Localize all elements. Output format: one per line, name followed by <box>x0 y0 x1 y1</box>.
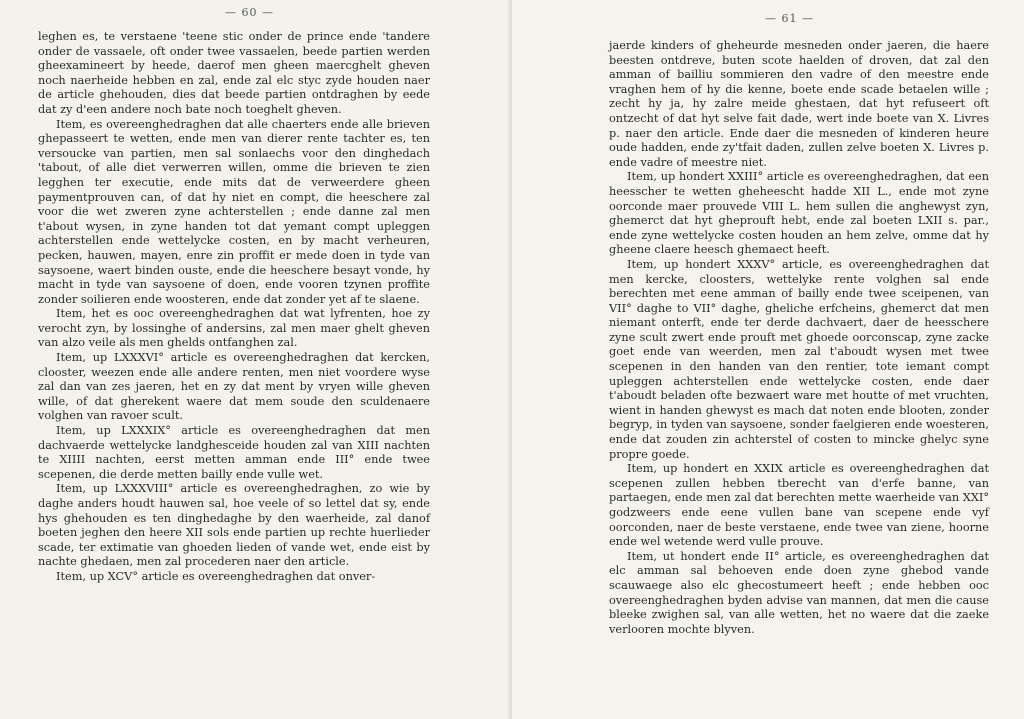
paragraph: Item, up hondert XXIII° article es overeenghedraghen, dat een heesscher te wetten gheheescht hadde XII L., ende mot zyne oorconde maer prouvede VIII L. hem sullen die anghewyst zyn, ghemerct dat hyt gheprouft hebt, ende zal boeten LXII s. par., ende zyne wettelycke costen houden an hem zelve, omme dat hy gheene claere heesch ghemaect heeft. <box>609 170 989 257</box>
paragraph: Item, up LXXXVIII° article es overeenghedraghen, zo wie by daghe anders houdt hauwen sal, hoe veele of so lettel dat sy, ende hys ghehouden es ten dinghedaghe by den waerheide, zal danof boeten jeghen den heere XII sols ende partien up rechte huerlieder scade, ter extimatie van ghoeden lieden of vande wet, ende eist by nachte ghedaen, men zal procederen naer den article. <box>38 482 430 569</box>
paragraph: leghen es, te verstaene 'teene stic onder de prince ende 'tandere onder de vassaele, oft onder twee vassaelen, beede partien werden gheexamineert by heede, daerof men gheen maercghelt gheven noch naerheide hebben en zal, ende zal elc styc zyde houden naer de article ghehouden, dies dat beede partien ontdraghen by eede dat zy d'een andere noch bate noch toeghelt gheven. <box>38 30 430 116</box>
page-text <box>38 30 430 585</box>
paragraph: Item, up hondert XXXV° article, es overeenghedraghen dat men kercke, cloosters, wettelyke rente volghen sal ende berechten met eene amman of bailly ende twee sceipenen, van VII° daghe to VII° daghe, gheliche erfcheins, ghemerct dat men niemant onterft, ende ter derde dachvaert, daer de heesschere zyne scult zwert ende prouft met ghoede oorconscap, zyne zacke goet ende van weerden, men zal t'aboudt wysen met twee scepenen in den handen van den rentier, tote iemant compt upleggen achterstellen ende wettelycke costen, ende daer t'aboudt beladen ofte bezwaert ware met houtte of met vruchten, wient in handen ghewyst es mach dat noten ende blooten, zonder begryp, in tyden van saysoene, sonder faelgieren ende woesteren, ende dat zouden zin achterstel of costen to mincke ghelyc syne propre goede. <box>609 257 989 461</box>
page-number: — 60 — <box>225 6 274 19</box>
paragraph: Item, up XCV° article es overeenghedraghen dat onver- <box>56 569 376 583</box>
page-number: — 61 — <box>765 12 814 25</box>
page-text <box>609 39 989 637</box>
paragraph: Item, up hondert en XXIX article es overeenghedraghen dat scepenen zullen hebben tberecht van d'erfe banne, van partaegen, ende men zal dat berechten mette waerheide van XXI° godzweers ende eene vullen bane van scepene ende vyf oorconden, naer de beste verstaene, ende twee van ziene, hoorne ende wel wetende werd vulle prouve. <box>609 462 989 549</box>
paragraph: Item, ut hondert ende II° article, es overeenghedraghen dat elc amman sal behoeven ende doen zyne ghebod vande scauwaege also elc ghecostumeert heeft ; ende hebben ooc overeenghedraghen byden advise van mannen, dat men die cause bleeke zwighen sal, van alle wetten, het no waere dat die zaeke verlooren mochte blyven. <box>609 549 989 636</box>
right-page <box>512 0 1024 719</box>
paragraph: Item, up LXXXVI° article es overeenghedraghen dat kercken, clooster, weezen ende alle andere renten, men niet voordere wyse zal dan van zes jaeren, het en zy dat ment by vryen wille gheven wille, of dat gherekent waere dat mem soude den sculdenaere volghen van ravoer scult. <box>38 351 430 423</box>
paragraph: jaerde kinders of gheheurde mesneden onder jaeren, die haere beesten ontdreve, buten scote haelden of droven, dat zal den amman of bailliu sommieren den vadre of den meestre ende vraghen hem of hy die kenne, boete ende scade betaelen wille ; zecht hy ja, hy zalre meide ghestaen, dat hyt refuseert oft ontzecht of dat hyt selve fait dade, wert inde boete van X. Livres p. naer den article. Ende daer die mesneden of kinderen heure oude hadden, ende zy'tfait daden, zullen zelve boeten X. Livres p. ende vadre of meestre niet. <box>609 39 989 169</box>
paragraph: Item, het es ooc overeenghedraghen dat wat lyfrenten, hoe zy verocht zyn, by lossinghe of andersins, zal men maer ghelt gheven van alzo veile als men ghelds ontfanghen zal. <box>38 307 430 350</box>
paragraph: Item, es overeenghedraghen dat alle chaerters ende alle brieven ghepasseert te wetten, ende men van dierer rente tachter es, ten versoucke van partien, men sal sonlaechs voor den dinghedach 'tabout, of alle diet verwerren willen, omme die brieven te zien legghen ter executie, ende mits dat de verweerdere gheen paymentprouven can, of dat hy niet en compt, die heeschere zal voor die wet zweren zyne achterstellen ; ende danne zal men t'about wysen, in zyne handen tot dat yemant compt upleggen achterstellen ende wettelycke costen, en by macht verheuren, pecken, hauwen, mayen, enre zin proffit er mede doen in tyde van saysoene, waert binden ouste, ende die heeschere besayt vonde, hy macht in tyde van saysoene of doen, ende vooren tzynen proffite zonder soilieren ende woosteren, ende dat zonder yet af te slaene. <box>38 117 430 306</box>
paragraph: Item, up LXXXIX° article es overeenghedraghen dat men dachvaerde wettelycke landghesceide houden zal van XIII nachten te XIIII nachten, eerst metten amman ende III° ende twee scepenen, die derde metten bailly ende vulle wet. <box>38 424 430 481</box>
